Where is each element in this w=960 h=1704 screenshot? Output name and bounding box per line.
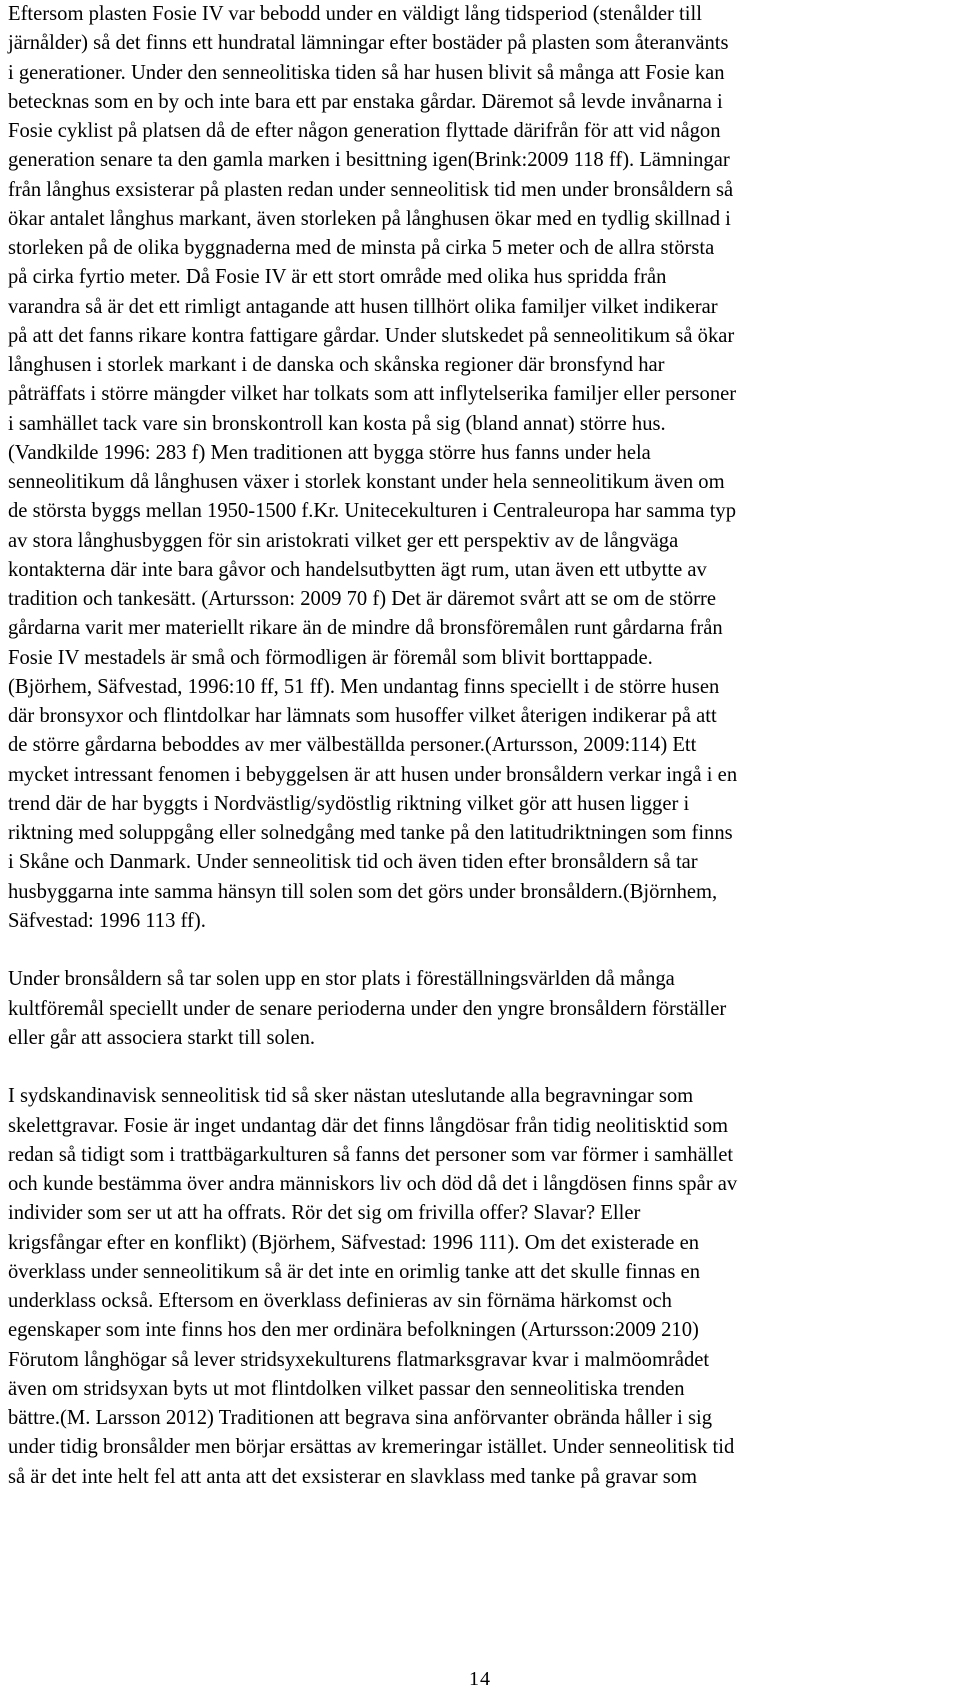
text-line: (Björhem, Säfvestad, 1996:10 ff, 51 ff). Men undantag finns speciellt i de större husen <box>8 675 720 698</box>
paragraph <box>8 1082 956 1492</box>
text-line: och kunde bestämma över andra människors liv och död då det i långdösen finns spår av <box>8 1173 738 1195</box>
text-line: i samhället tack vare sin bronskontroll kan kosta på sig (bland annat) större hus. <box>8 412 666 435</box>
page-number: 14 <box>469 1668 491 1690</box>
paragraph-gap <box>8 1053 956 1082</box>
text-line: järnålder) så det finns ett hundratal lämningar efter bostäder på plasten som återanvänts <box>8 32 729 55</box>
text-line: av stora långhusbyggen för sin aristokrati vilket ger ett perspektiv av de långväga <box>8 529 679 552</box>
text-line: betecknas som en by och inte bara ett par enstaka gårdar. Däremot så levde invånarna i <box>8 90 723 113</box>
text-line: tradition och tankesätt. (Artursson: 2009 70 f) Det är däremot svårt att se om de större <box>8 588 717 610</box>
text-line: långhusen i storlek markant i de danska och skånska regioner där bronsfynd har <box>8 354 665 376</box>
text-line: ökar antalet långhus markant, även storleken på långhusen ökar med en tydlig skillnad i <box>8 207 731 230</box>
text-line: skelettgravar. Fosie är inget undantag där det finns långdösar från tidig neolitisktid som <box>8 1114 729 1137</box>
text-line: egenskaper som inte finns hos den mer ordinära befolkningen (Artursson:2009 210) <box>8 1319 699 1342</box>
text-line: generation senare ta den gamla marken i besittning igen(Brink:2009 118 ff). Lämningar <box>8 149 730 172</box>
body-text <box>8 0 956 1492</box>
text-line: trend där de har byggts i Nordvästlig/sydöstlig riktning vilket gör att husen ligger i <box>8 792 690 815</box>
text-line: i Skåne och Danmark. Under senneolitisk tid och även tiden efter bronsåldern så tar <box>8 851 698 874</box>
text-line: de största byggs mellan 1950-1500 f.Kr. Unitecekulturen i Centraleuropa har samma typ <box>8 500 737 523</box>
text-line: där bronsyxor och flintdolkar har lämnats som husoffer vilket återigen indikerar på att <box>8 705 717 727</box>
text-line: så är det inte helt fel att anta att det exsisterar en slavklass med tanke på gravar som <box>8 1465 698 1488</box>
text-line: individer som ser ut att ha offrats. Rör det sig om frivilla offer? Slavar? Eller <box>8 1202 641 1225</box>
text-line: redan så tidigt som i trattbägarkulturen så fanns det personer som var förmer i samhället <box>8 1143 734 1166</box>
text-line: bättre.(M. Larsson 2012) Traditionen att begrava sina anförvanter obrända håller i sig <box>8 1407 712 1429</box>
paragraph <box>8 965 956 1053</box>
text-line: riktning med soluppgång eller solnedgång med tanke på den latitudriktningen som finns <box>8 822 733 844</box>
text-line: underklass också. Eftersom en överklass definieras av sin förnäma härkomst och <box>8 1290 672 1312</box>
paragraph <box>8 0 956 936</box>
text-line: från långhus exsisterar på plasten redan under senneolitisk tid men under bronsåldern så <box>8 178 734 201</box>
text-line: varandra så är det ett rimligt antagande att husen tillhört olika familjer vilket indikerar <box>8 295 718 318</box>
text-line: Fosie IV mestadels är små och förmodligen är föremål som blivit borttappade. <box>8 646 653 669</box>
text-line: mycket intressant fenomen i bebyggelsen är att husen under bronsåldern verkar ingå i en <box>8 763 738 786</box>
text-line: kontakterna där inte bara gåvor och handelsutbytten ägt rum, utan även ett utbytte av <box>8 558 707 581</box>
text-line: husbyggarna inte samma hänsyn till solen som det görs under bronsåldern.(Björnhem, <box>8 880 718 903</box>
text-line: senneolitikum då långhusen växer i storlek konstant under hela senneolitikum även om <box>8 471 725 493</box>
text-line: på cirka fyrtio meter. Då Fosie IV är ett stort område med olika hus spridda från <box>8 266 667 289</box>
text-line: även om stridsyxan byts ut mot flintdolken vilket passar den senneolitiska trenden <box>8 1377 685 1400</box>
text-line: påträffats i större mängder vilket har tolkats som att inflytelserika familjer eller personer <box>8 383 737 406</box>
paragraph-gap <box>8 936 956 965</box>
text-line: Under bronsåldern så tar solen upp en stor plats i föreställningsvärlden då många <box>8 968 675 991</box>
text-line: i generationer. Under den senneolitiska tiden så har husen blivit så många att Fosie kan <box>8 61 725 84</box>
text-line: gårdarna varit mer materiellt rikare än de mindre då bronsföremålen runt gårdarna från <box>8 617 723 640</box>
text-line: Förutom långhögar så lever stridsyxekulturens flatmarksgravar kvar i malmöområdet <box>8 1348 710 1371</box>
text-line: på att det fanns rikare kontra fattigare gårdar. Under slutskedet på senneolitikum så ökar <box>8 324 735 347</box>
text-line: under tidig bronsålder men börjar ersättas av kremeringar istället. Under senneolitisk tid <box>8 1436 735 1459</box>
text-line: överklass under senneolitikum så är det inte en orimlig tanke att det skulle finnas en <box>8 1260 700 1283</box>
text-line: eller går att associera starkt till solen. <box>8 1026 316 1049</box>
text-line: storleken på de olika byggnaderna med de minsta på cirka 5 meter och de allra största <box>8 237 715 259</box>
text-line: de större gårdarna beboddes av mer välbeställda personer.(Artursson, 2009:114) Ett <box>8 734 697 757</box>
text-line: I sydskandinavisk senneolitisk tid så sker nästan uteslutande alla begravningar som <box>8 1085 694 1108</box>
text-line: kultföremål speciellt under de senare perioderna under den yngre bronsåldern förställer <box>8 997 727 1020</box>
text-line: Säfvestad: 1996 113 ff). <box>8 909 206 932</box>
text-line: Fosie cyklist på platsen då de efter någon generation flyttade därifrån för att vid någon <box>8 120 721 142</box>
text-line: Eftersom plasten Fosie IV var bebodd under en väldigt lång tidsperiod (stenålder till <box>8 3 702 25</box>
text-line: (Vandkilde 1996: 283 f) Men traditionen att bygga större hus fanns under hela <box>8 441 651 464</box>
text-line: krigsfångar efter en konflikt) (Björhem, Säfvestad: 1996 111). Om det existerade en <box>8 1231 700 1254</box>
